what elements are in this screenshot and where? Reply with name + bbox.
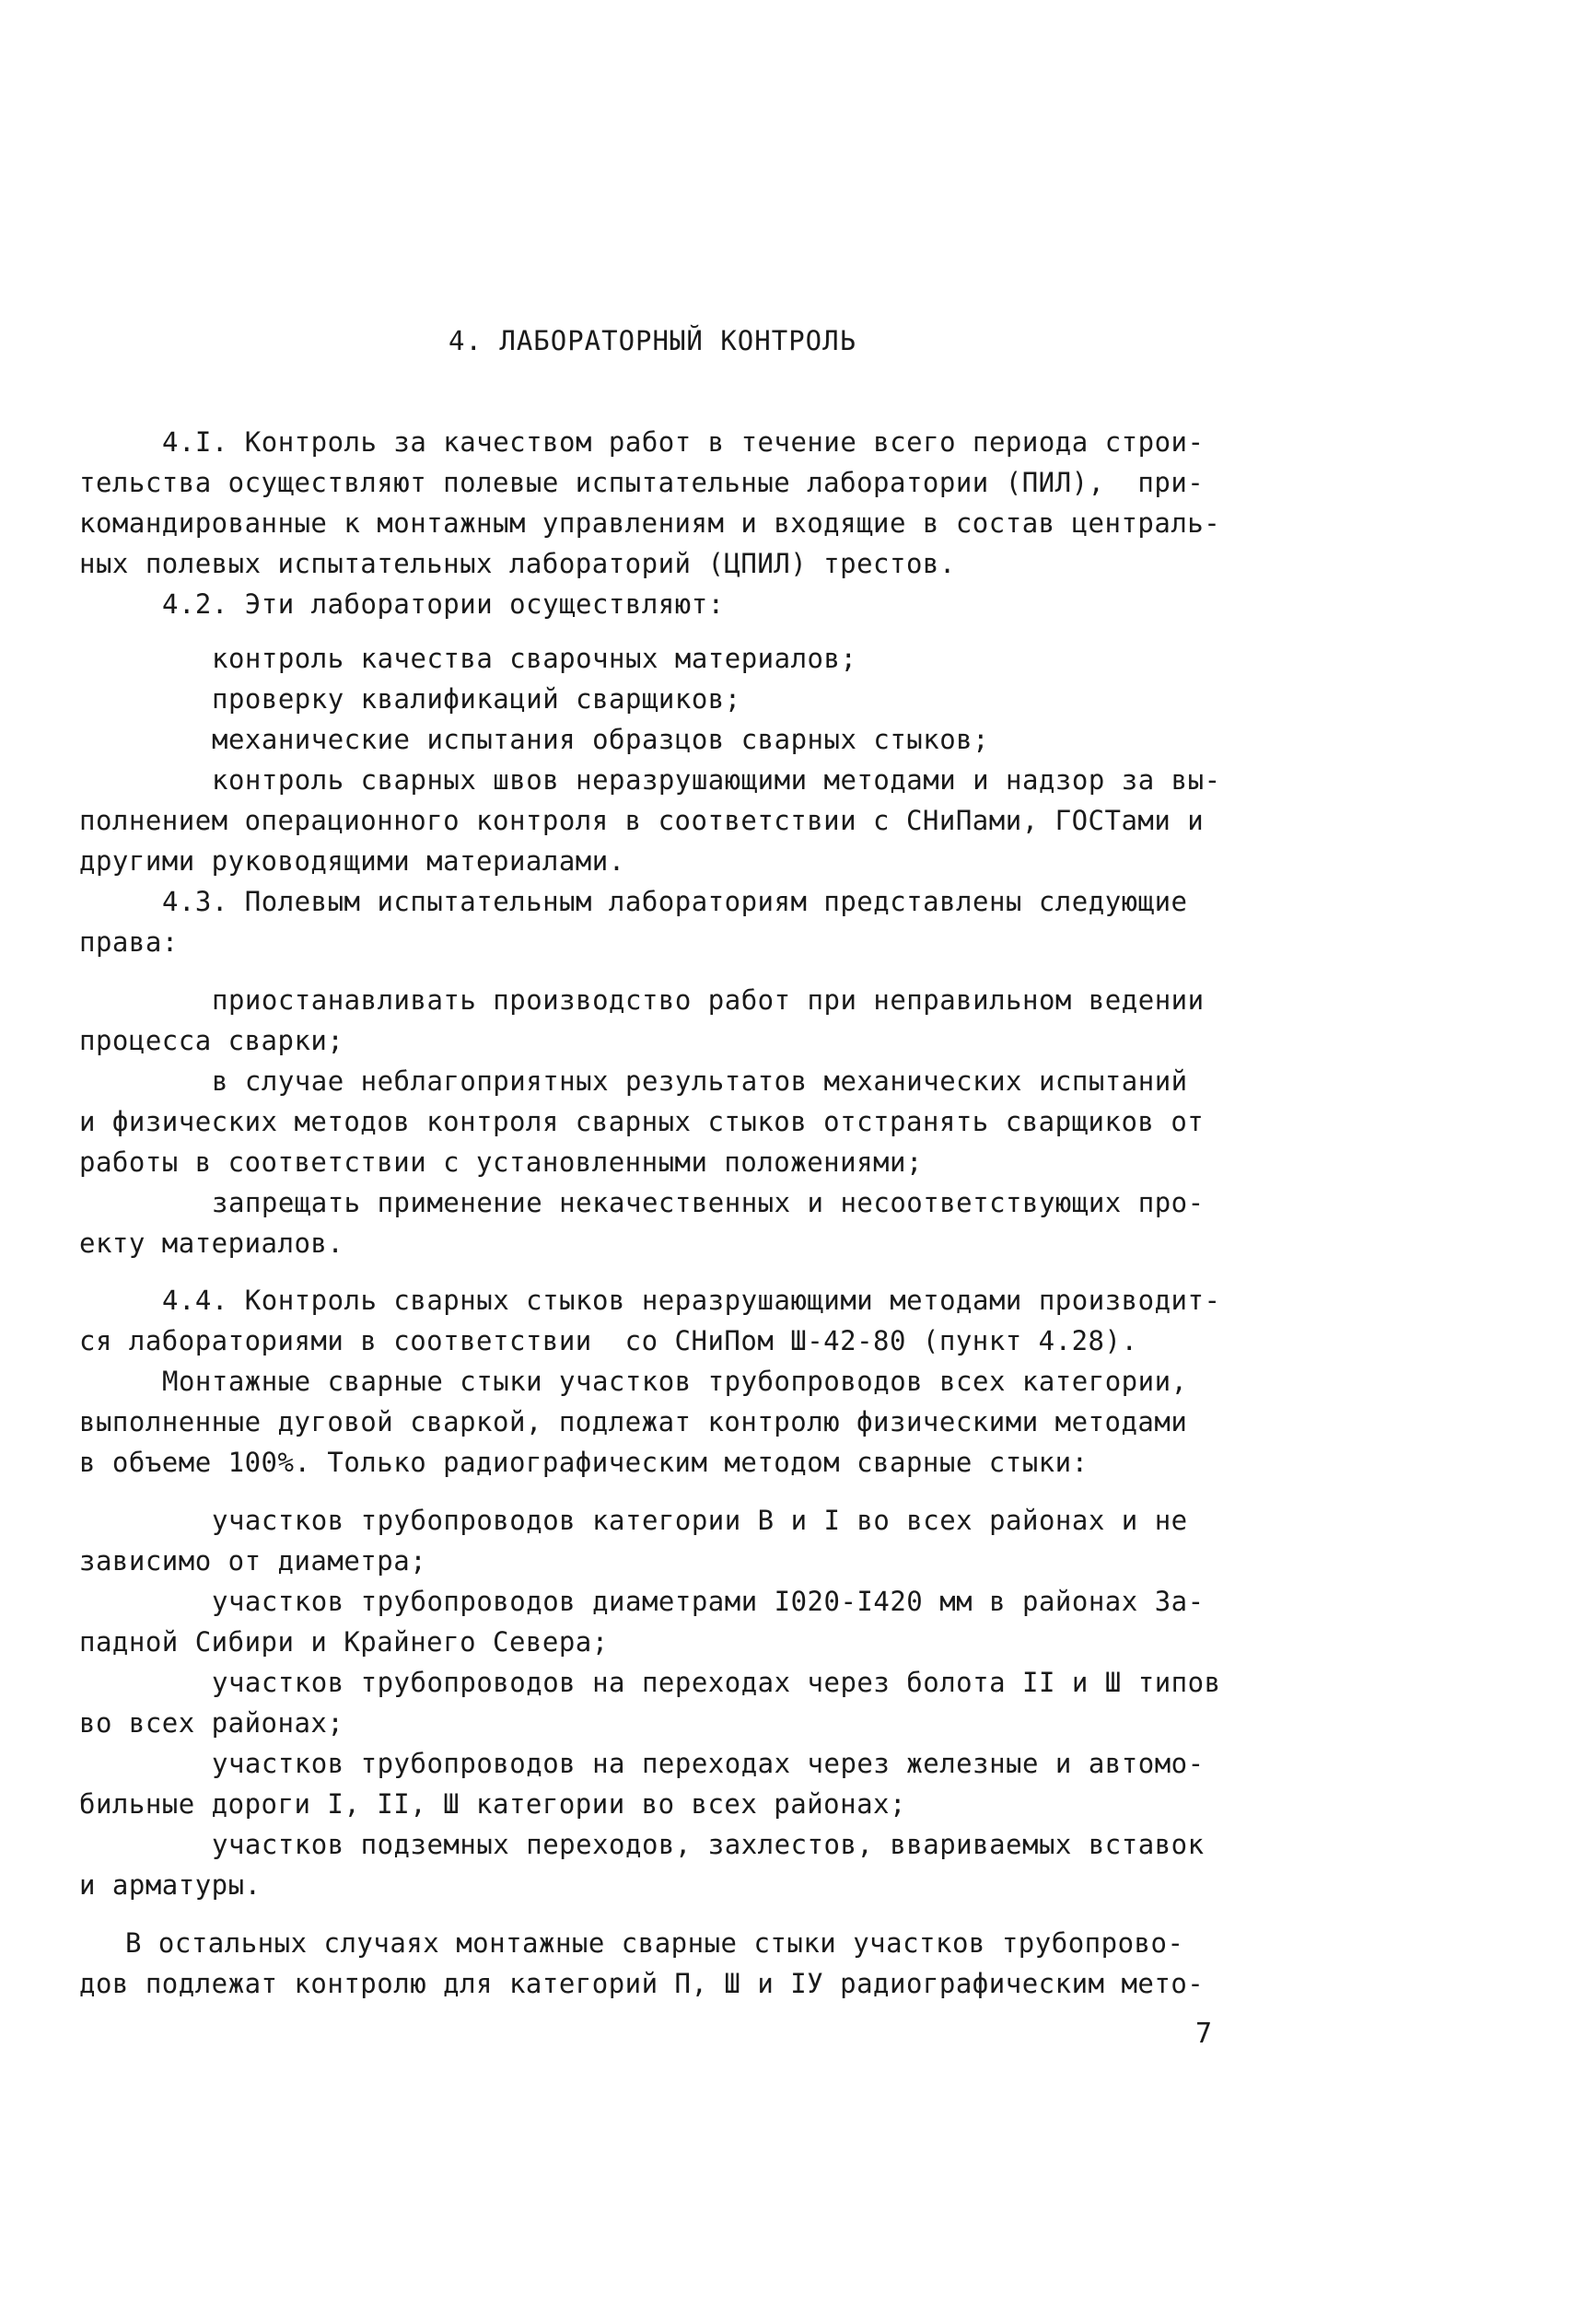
text-line: 4.3. Полевым испытательным лабораториям представлены следующие	[162, 886, 1188, 917]
text-line: Монтажные сварные стыки участков трубопроводов всех категории,	[162, 1366, 1188, 1397]
text-line: дов подлежат контролю для категорий П, Ш и IУ радиографическим мето-	[79, 1968, 1205, 1999]
text-line: 4.4. Контроль сварных стыков неразрушающими методами производит-	[162, 1285, 1221, 1316]
text-line: и физических методов контроля сварных стыков отстранять сварщиков от	[79, 1106, 1205, 1137]
text-line: приостанавливать производство работ при неправильном ведении	[212, 984, 1205, 1016]
text-line: в случае неблагоприятных результатов механических испытаний	[212, 1065, 1188, 1097]
page-number: 7	[1195, 2018, 1213, 2050]
text-line: участков трубопроводов на переходах через болота II и Ш типов	[212, 1667, 1221, 1698]
text-line: 4.2. Эти лаборатории осуществляют:	[162, 588, 725, 620]
text-line: зависимо от диаметра;	[79, 1545, 427, 1577]
text-line: участков трубопроводов на переходах через железные и автомо-	[212, 1748, 1205, 1779]
section-heading: 4. ЛАБОРАТОРНЫЙ КОНТРОЛЬ	[449, 325, 857, 356]
text-line: проверку квалификаций сварщиков;	[212, 683, 741, 715]
text-line: В остальных случаях монтажные сварные стыки участков трубопрово-	[125, 1927, 1184, 1959]
text-line: ных полевых испытательных лабораторий (ЦПИЛ) трестов.	[79, 548, 956, 579]
text-line: и арматуры.	[79, 1869, 262, 1901]
text-line: контроль сварных швов неразрушающими методами и надзор за вы-	[212, 764, 1221, 796]
text-line: контроль качества сварочных материалов;	[212, 643, 857, 674]
text-line: работы в соответствии с установленными положениями;	[79, 1146, 923, 1178]
text-line: выполненные дуговой сваркой, подлежат контролю физическими методами	[79, 1406, 1188, 1437]
text-line: участков трубопроводов категории В и I во всех районах и не	[212, 1505, 1188, 1536]
text-line: в объеме 100%. Только радиографическим методом сварные стыки:	[79, 1447, 1089, 1478]
text-line: ся лабораториями в соответствии со СНиПом Ш-42-80 (пункт 4.28).	[79, 1325, 1138, 1356]
text-line: механические испытания образцов сварных стыков;	[212, 724, 990, 755]
text-line: командированные к монтажным управлениям и входящие в состав централь-	[79, 507, 1221, 539]
text-line: 4.I. Контроль за качеством работ в течение всего периода строи-	[162, 426, 1205, 458]
text-line: во всех районах;	[79, 1707, 344, 1739]
text-line: падной Сибири и Крайнего Севера;	[79, 1626, 609, 1658]
text-line: тельства осуществляют полевые испытательные лаборатории (ПИЛ), при-	[79, 467, 1205, 498]
text-line: участков трубопроводов диаметрами I020-I420 мм в районах За-	[212, 1586, 1205, 1617]
text-line: запрещать применение некачественных и несоответствующих про-	[212, 1187, 1205, 1218]
text-line: права:	[79, 926, 179, 958]
text-line: процесса сварки;	[79, 1025, 344, 1056]
text-line: полнением операционного контроля в соответствии с СНиПами, ГОСТами и	[79, 805, 1205, 836]
text-line: другими руководящими материалами.	[79, 845, 625, 877]
text-line: участков подземных переходов, захлестов, ввариваемых вставок	[212, 1829, 1205, 1860]
text-line: бильные дороги I, II, Ш категории во всех районах;	[79, 1788, 906, 1820]
text-line: екту материалов.	[79, 1228, 344, 1259]
